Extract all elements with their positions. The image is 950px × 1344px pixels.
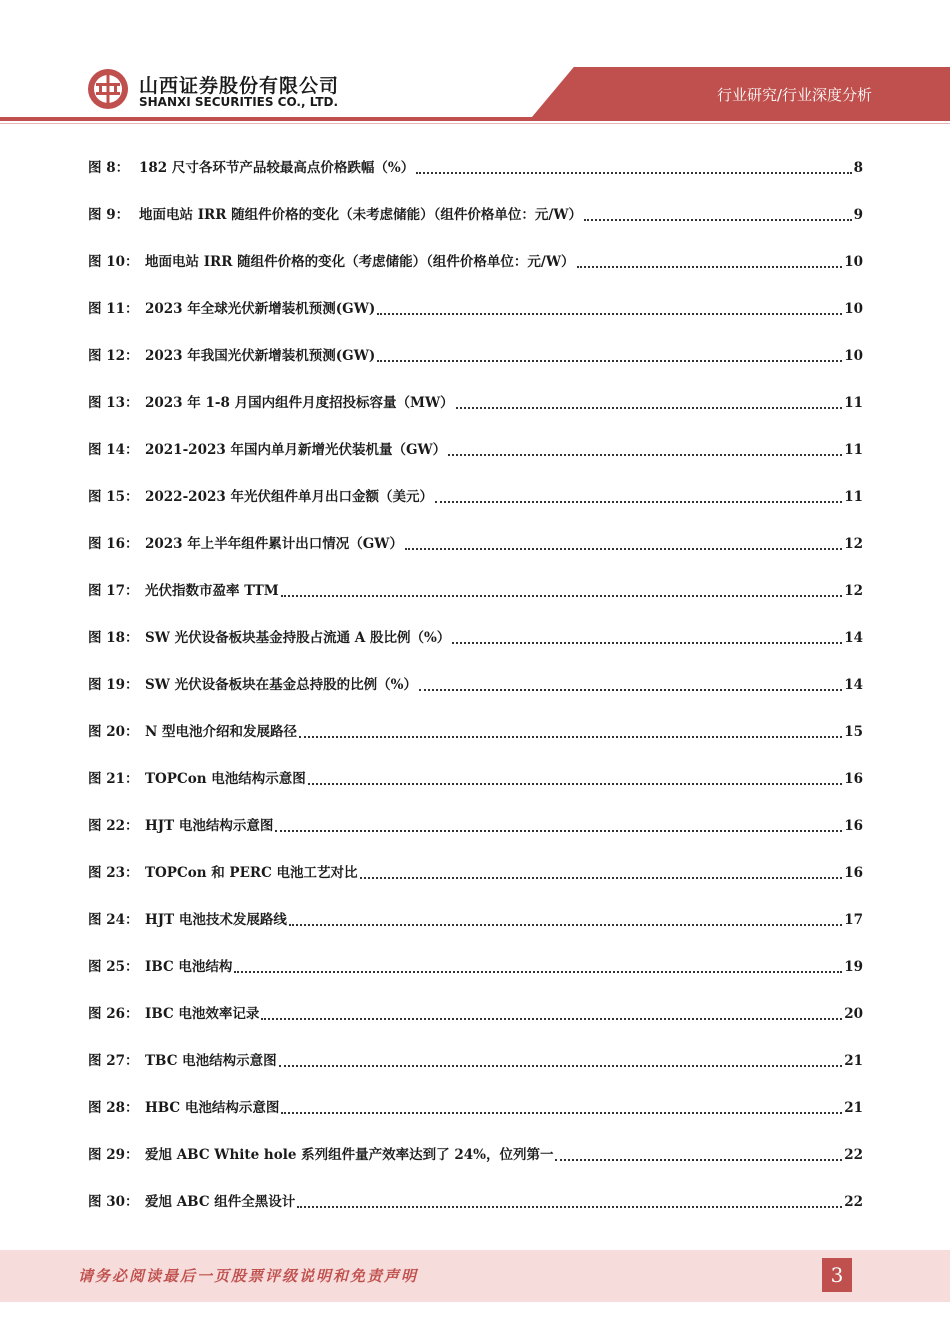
toc-figure-title: 爱旭 ABC 组件全黑设计	[145, 1194, 296, 1210]
toc-entry[interactable]	[88, 815, 863, 862]
toc-figure-title: IBC 电池结构	[145, 959, 233, 975]
toc-entry[interactable]	[88, 768, 863, 815]
toc-page-number: 8	[853, 160, 863, 176]
header-divider-thin	[0, 123, 950, 124]
toc-dot-leader	[555, 1144, 842, 1161]
report-category: 行业研究/行业深度分析	[716, 86, 872, 104]
toc-dot-leader	[452, 627, 842, 644]
toc-page-number: 12	[844, 536, 863, 552]
toc-page-number: 10	[844, 254, 863, 270]
toc-figure-title: TOPCon 电池结构示意图	[145, 771, 306, 787]
toc-figure-title: 爱旭 ABC White hole 系列组件量产效率达到了 24%，位列第一	[145, 1147, 554, 1163]
company-name-cn: 山西证券股份有限公司	[139, 75, 340, 97]
toc-page-number: 11	[844, 442, 863, 458]
toc-figure-label: 图 11：	[88, 301, 139, 317]
toc-dot-leader	[297, 1191, 842, 1208]
toc-entry[interactable]	[88, 674, 863, 721]
toc-figure-label: 图 14：	[88, 442, 139, 458]
toc-entry[interactable]	[88, 1003, 863, 1050]
toc-dot-leader	[281, 1097, 842, 1114]
toc-dot-leader	[577, 251, 843, 268]
toc-entry[interactable]	[88, 627, 863, 674]
toc-entry[interactable]	[88, 298, 863, 345]
toc-entry[interactable]	[88, 1144, 863, 1191]
toc-dot-leader	[308, 768, 842, 785]
toc-figure-label: 图 8：	[88, 160, 130, 176]
toc-dot-leader	[448, 439, 842, 456]
toc-entry[interactable]	[88, 533, 863, 580]
toc-figure-title: 地面电站 IRR 随组件价格的变化（考虑储能）（组件价格单位：元/W）	[145, 254, 575, 270]
toc-dot-leader	[261, 1003, 842, 1020]
toc-page-number: 15	[844, 724, 863, 740]
toc-figure-label: 图 25：	[88, 959, 139, 975]
toc-entry[interactable]	[88, 1097, 863, 1144]
toc-figure-title: 2023 年我国光伏新增装机预测(GW)	[145, 348, 376, 364]
page-number: 3	[822, 1258, 852, 1292]
toc-figure-label: 图 20：	[88, 724, 139, 740]
toc-entry[interactable]	[88, 392, 863, 439]
toc-dot-leader	[299, 721, 842, 738]
toc-figure-label: 图 29：	[88, 1147, 139, 1163]
toc-figure-label: 图 16：	[88, 536, 139, 552]
toc-entry[interactable]	[88, 862, 863, 909]
toc-figure-title: 2023 年 1-8 月国内组件月度招投标容量（MW）	[145, 395, 454, 411]
toc-page-number: 11	[844, 489, 863, 505]
toc-page-number: 17	[844, 912, 863, 928]
toc-figure-title: SW 光伏设备板块基金持股占流通 A 股比例（%）	[145, 630, 451, 646]
toc-page-number: 14	[844, 630, 863, 646]
toc-figure-label: 图 13：	[88, 395, 139, 411]
toc-dot-leader	[377, 298, 842, 315]
toc-page-number: 21	[844, 1053, 863, 1069]
toc-figure-label: 图 27：	[88, 1053, 139, 1069]
toc-figure-title: HJT 电池技术发展路线	[145, 912, 287, 928]
toc-figure-label: 图 19：	[88, 677, 139, 693]
toc-dot-leader	[435, 486, 842, 503]
toc-figure-title: SW 光伏设备板块在基金总持股的比例（%）	[145, 677, 417, 693]
toc-figure-title: N 型电池介绍和发展路径	[145, 724, 298, 740]
toc-dot-leader	[234, 956, 842, 973]
toc-figure-title: 地面电站 IRR 随组件价格的变化（未考虑储能）（组件价格单位：元/W）	[139, 207, 582, 223]
toc-figure-label: 图 30：	[88, 1194, 139, 1210]
page-header	[0, 0, 950, 125]
toc-figure-label: 图 23：	[88, 865, 139, 881]
company-name-en: SHANXI SECURITIES CO., LTD.	[139, 95, 339, 109]
header-divider	[0, 117, 950, 121]
toc-dot-leader	[377, 345, 842, 362]
toc-dot-leader	[584, 204, 852, 221]
toc-dot-leader	[419, 674, 842, 691]
toc-page-number: 22	[844, 1147, 863, 1163]
toc-figure-title: IBC 电池效率记录	[145, 1006, 260, 1022]
toc-figure-label: 图 18：	[88, 630, 139, 646]
company-logo-icon	[86, 67, 130, 111]
toc-figure-title: HBC 电池结构示意图	[145, 1100, 280, 1116]
toc-figure-title: TOPCon 和 PERC 电池工艺对比	[145, 865, 358, 881]
toc-dot-leader	[405, 533, 842, 550]
toc-page-number: 11	[844, 395, 863, 411]
toc-page-number: 19	[844, 959, 863, 975]
toc-page-number: 10	[844, 301, 863, 317]
toc-entry[interactable]	[88, 345, 863, 392]
toc-dot-leader	[281, 580, 842, 597]
toc-entry[interactable]	[88, 909, 863, 956]
toc-dot-leader	[275, 815, 842, 832]
toc-figure-label: 图 12：	[88, 348, 139, 364]
toc-dot-leader	[360, 862, 843, 879]
toc-page-number: 16	[844, 818, 863, 834]
toc-page-number: 12	[844, 583, 863, 599]
toc-entry[interactable]	[88, 1050, 863, 1097]
toc-figure-title: 2023 年全球光伏新增装机预测(GW)	[145, 301, 376, 317]
disclaimer-notice: 请务必阅读最后一页股票评级说明和免责声明	[78, 1267, 419, 1285]
toc-figure-label: 图 15：	[88, 489, 139, 505]
toc-figure-label: 图 21：	[88, 771, 139, 787]
toc-entry[interactable]	[88, 721, 863, 768]
toc-figure-title: HJT 电池结构示意图	[145, 818, 274, 834]
toc-figure-label: 图 9：	[88, 207, 130, 223]
toc-figure-title: TBC 电池结构示意图	[145, 1053, 277, 1069]
toc-figure-title: 光伏指数市盈率 TTM	[145, 583, 279, 599]
toc-figure-label: 图 28：	[88, 1100, 139, 1116]
toc-entry[interactable]	[88, 1191, 863, 1238]
toc-page-number: 16	[844, 865, 863, 881]
toc-entry[interactable]	[88, 157, 863, 204]
toc-figure-title: 2023 年上半年组件累计出口情况（GW）	[145, 536, 403, 552]
toc-entry[interactable]	[88, 486, 863, 533]
figure-index	[88, 157, 863, 1238]
toc-figure-title: 2021-2023 年国内单月新增光伏装机量（GW）	[145, 442, 447, 458]
toc-page-number: 21	[844, 1100, 863, 1116]
toc-figure-title: 2022-2023 年光伏组件单月出口金额（美元）	[145, 489, 433, 505]
toc-page-number: 22	[844, 1194, 863, 1210]
toc-page-number: 16	[844, 771, 863, 787]
toc-figure-label: 图 24：	[88, 912, 139, 928]
toc-page-number: 9	[853, 207, 863, 223]
toc-figure-label: 图 22：	[88, 818, 139, 834]
toc-figure-label: 图 10：	[88, 254, 139, 270]
toc-figure-label: 图 17：	[88, 583, 139, 599]
toc-entry[interactable]	[88, 251, 863, 298]
toc-dot-leader	[279, 1050, 843, 1067]
toc-entry[interactable]	[88, 956, 863, 1003]
toc-entry[interactable]	[88, 204, 863, 251]
toc-figure-title: 182 尺寸各环节产品较最高点价格跌幅（%）	[139, 160, 415, 176]
toc-dot-leader	[416, 157, 851, 174]
toc-entry[interactable]	[88, 580, 863, 627]
toc-page-number: 10	[844, 348, 863, 364]
toc-figure-label: 图 26：	[88, 1006, 139, 1022]
toc-page-number: 14	[844, 677, 863, 693]
toc-entry[interactable]	[88, 439, 863, 486]
toc-dot-leader	[289, 909, 842, 926]
toc-page-number: 20	[844, 1006, 863, 1022]
toc-dot-leader	[456, 392, 843, 409]
